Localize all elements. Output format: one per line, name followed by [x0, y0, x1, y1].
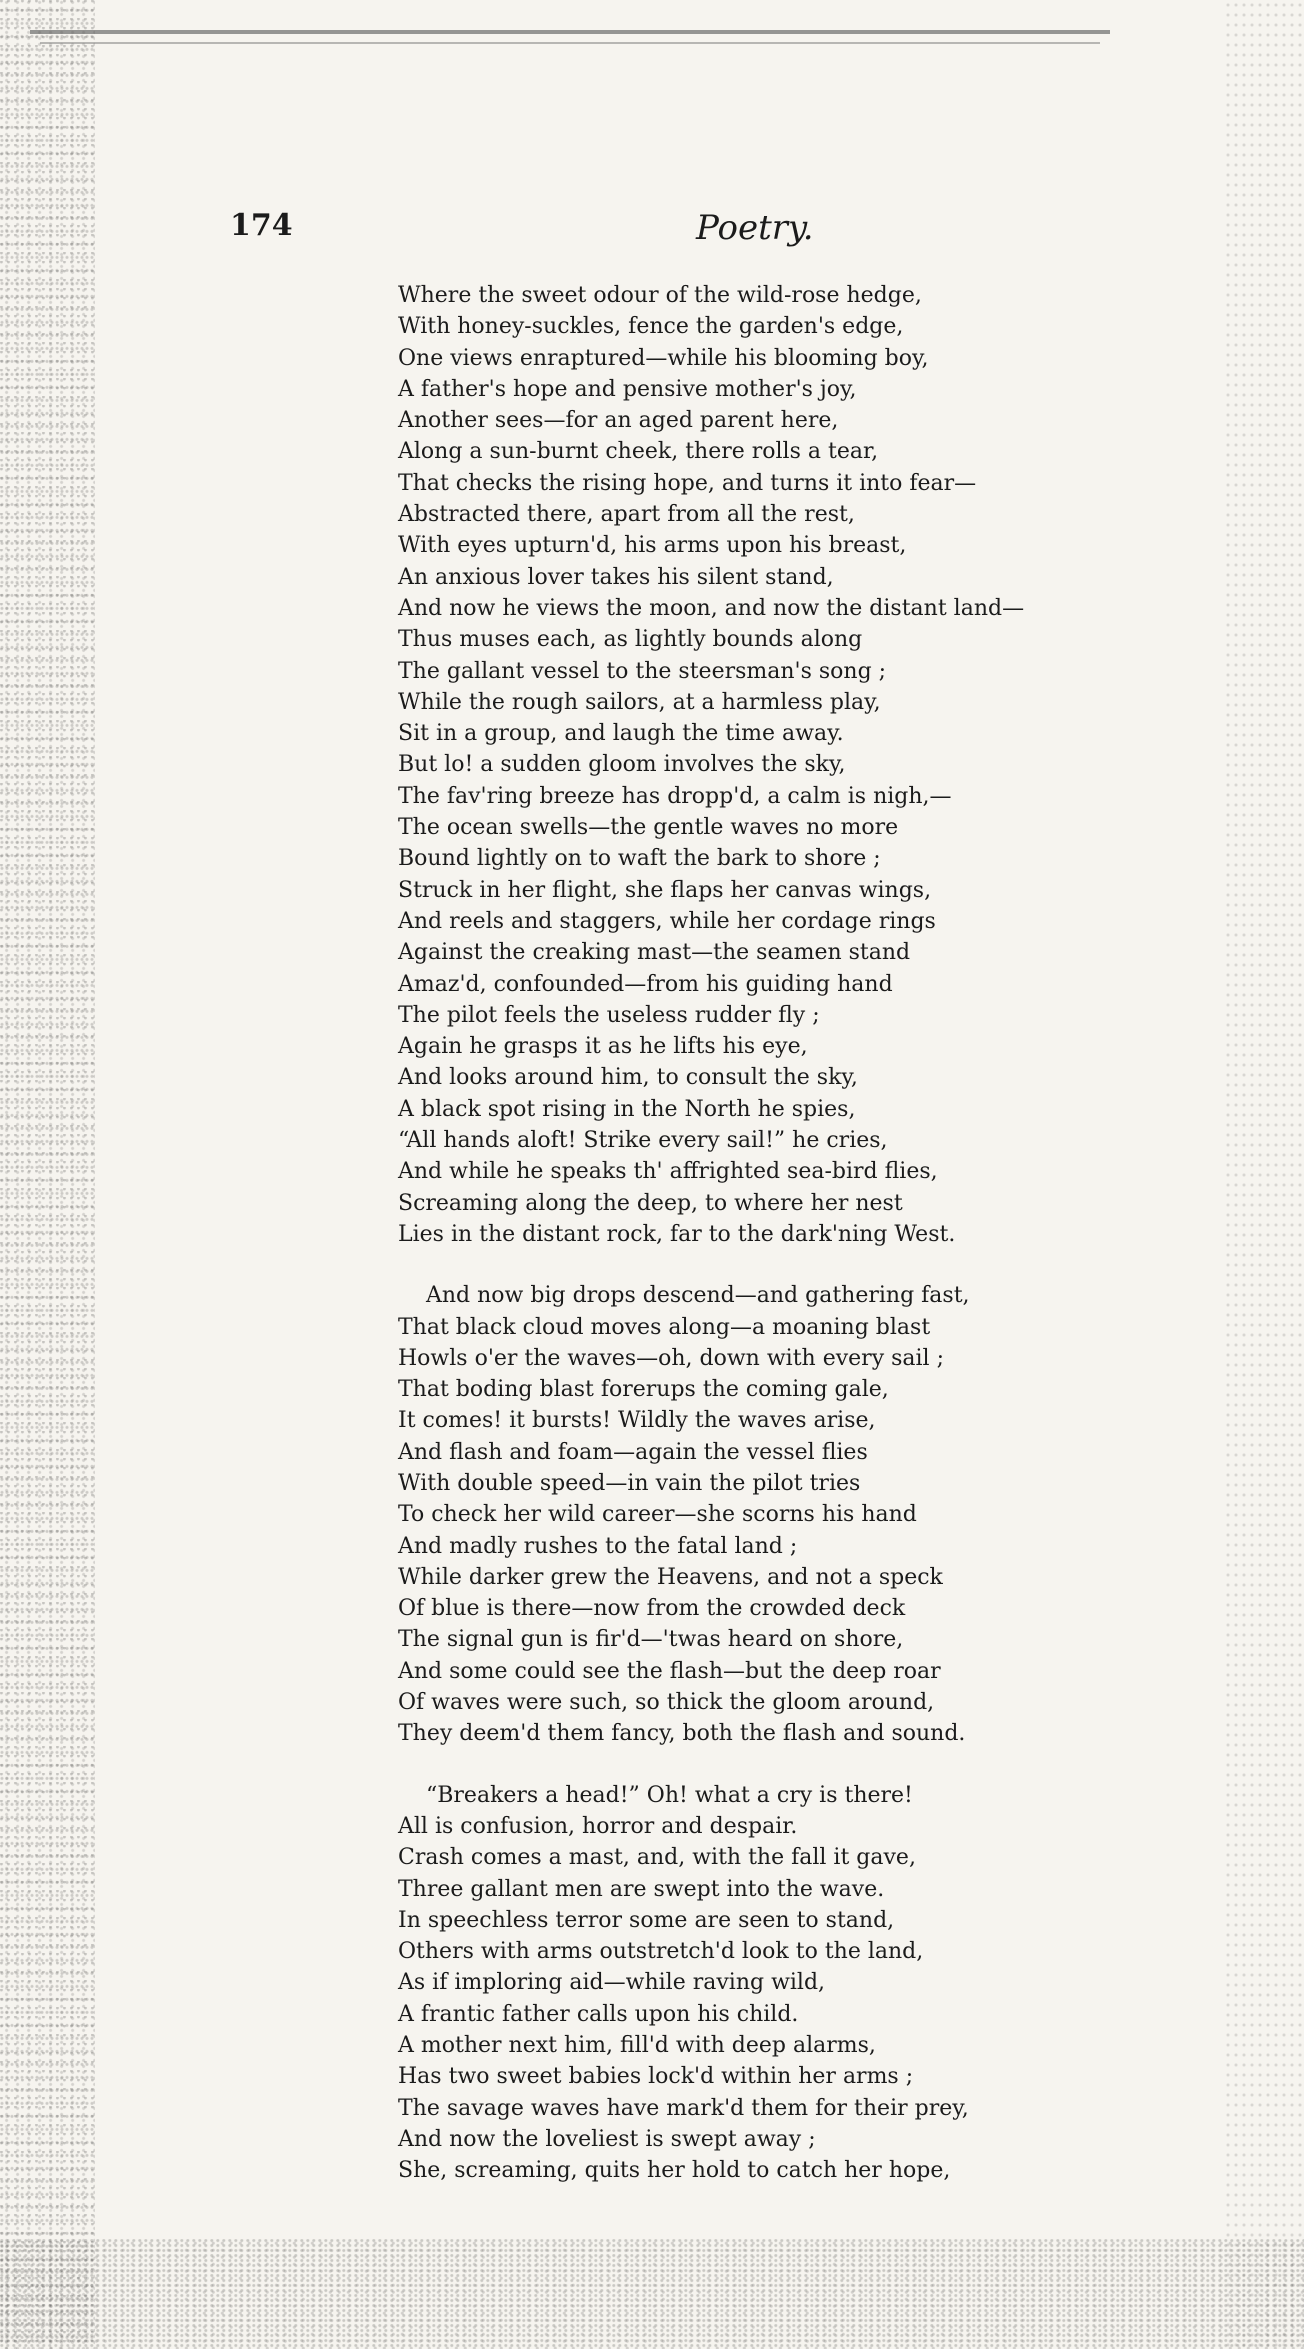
top-border-rule — [30, 30, 1110, 34]
poem-line: A black spot rising in the North he spies, — [398, 1096, 856, 1122]
poem-line: And while he speaks th' affrighted sea-bird flies, — [398, 1159, 938, 1185]
poem-line: One views enraptured—while his blooming boy, — [398, 345, 929, 371]
poem-line: Abstracted there, apart from all the rest, — [398, 502, 855, 528]
poem-line: And reels and staggers, while her cordage rings — [398, 908, 936, 934]
poem-body — [398, 280, 1118, 2187]
poem-line: With honey-suckles, fence the garden's edge, — [398, 314, 904, 340]
top-border-rule-inner — [40, 42, 1100, 44]
poem-line: Lies in the distant rock, far to the dark'ning West. — [398, 1221, 956, 1247]
poem-line: Thus muses each, as lightly bounds along — [398, 627, 863, 653]
poem-line: Screaming along the deep, to where her nest — [398, 1190, 903, 1216]
poem-line: Against the creaking mast—the seamen stand — [398, 940, 911, 966]
poem-line: Struck in her flight, she flaps her canvas wings, — [398, 877, 932, 903]
poem-line: And some could see the flash—but the deep roar — [398, 1658, 941, 1684]
poem-line: Bound lightly on to waft the bark to shore ; — [398, 846, 881, 872]
poem-line: Sit in a group, and laugh the time away. — [398, 721, 844, 747]
poem-line: An anxious lover takes his silent stand, — [398, 564, 834, 590]
poem-line: The signal gun is fir'd—'twas heard on shore, — [398, 1627, 904, 1653]
running-head — [230, 208, 950, 258]
poem-line: The fav'ring breeze has dropp'd, a calm is nigh,— — [398, 783, 952, 809]
page-edge-speckle-right — [1224, 0, 1304, 2349]
poem-line: Along a sun-burnt cheek, there rolls a tear, — [398, 439, 879, 465]
poem-line: As if imploring aid—while raving wild, — [398, 1970, 826, 1996]
poem-line: The ocean swells—the gentle waves no more — [398, 815, 899, 841]
poem-line: The gallant vessel to the steersman's song ; — [398, 658, 887, 684]
poem-line: In speechless terror some are seen to stand, — [398, 1907, 895, 1933]
poem-line: Howls o'er the waves—oh, down with every sail ; — [398, 1345, 944, 1371]
poem-line: And madly rushes to the fatal land ; — [398, 1533, 798, 1559]
page-number: 174 — [230, 208, 293, 243]
poem-line: Another sees—for an aged parent here, — [398, 408, 839, 434]
poem-line: Amaz'd, confounded—from his guiding hand — [398, 971, 893, 997]
poem-line: They deem'd them fancy, both the flash and sound. — [398, 1721, 966, 1747]
poem-line: And looks around him, to consult the sky, — [398, 1065, 858, 1091]
poem-line: With double speed—in vain the pilot tries — [398, 1470, 861, 1496]
poem-line: While darker grew the Heavens, and not a speck — [398, 1564, 943, 1590]
stanza-3 — [398, 1780, 1118, 2187]
poem-line: “All hands aloft! Strike every sail!” he cries, — [398, 1128, 888, 1154]
poem-line: A mother next him, fill'd with deep alarms, — [398, 2033, 876, 2059]
poem-line: It comes! it bursts! Wildly the waves arise, — [398, 1408, 876, 1434]
running-title: Poetry. — [696, 208, 814, 248]
poem-line: “Breakers a head!” Oh! what a cry is there! — [426, 1782, 913, 1808]
poem-line: With eyes upturn'd, his arms upon his breast, — [398, 533, 907, 559]
poem-line: Three gallant men are swept into the wave. — [398, 1876, 885, 1902]
poem-line: Has two sweet babies lock'd within her arms ; — [398, 2064, 914, 2090]
poem-line: But lo! a sudden gloom involves the sky, — [398, 752, 846, 778]
poem-line: Others with arms outstretch'd look to the land, — [398, 1939, 924, 1965]
poem-line: Again he grasps it as he lifts his eye, — [398, 1034, 808, 1060]
poem-line: All is confusion, horror and despair. — [398, 1813, 798, 1839]
poem-line: A father's hope and pensive mother's joy, — [398, 376, 857, 402]
poem-line: And flash and foam—again the vessel flies — [398, 1439, 868, 1465]
poem-line: Of waves were such, so thick the gloom around, — [398, 1690, 935, 1716]
poem-line: And now the loveliest is swept away ; — [398, 2126, 816, 2152]
poem-line: Crash comes a mast, and, with the fall it gave, — [398, 1845, 916, 1871]
poem-line: The savage waves have mark'd them for their prey, — [398, 2095, 969, 2121]
poem-line: While the rough sailors, at a harmless play, — [398, 689, 881, 715]
poem-line: Of blue is there—now from the crowded deck — [398, 1596, 906, 1622]
stanza-2 — [398, 1280, 1118, 1749]
poem-line: And now he views the moon, and now the distant land— — [398, 595, 1025, 621]
poem-line: She, screaming, quits her hold to catch her hope, — [398, 2158, 951, 2184]
page-edge-speckle-bottom — [0, 2239, 1304, 2349]
poem-line: A frantic father calls upon his child. — [398, 2001, 799, 2027]
poem-line: Where the sweet odour of the wild-rose hedge, — [398, 283, 922, 308]
poem-line: That boding blast forerups the coming gale, — [398, 1377, 889, 1403]
poem-line: That black cloud moves along—a moaning blast — [398, 1314, 931, 1340]
poem-line: To check her wild career—she scorns his hand — [398, 1502, 917, 1528]
poem-line: The pilot feels the useless rudder fly ; — [398, 1002, 820, 1028]
poem-line: That checks the rising hope, and turns it into fear— — [398, 470, 977, 496]
poem-line: And now big drops descend—and gathering fast, — [426, 1283, 970, 1309]
stanza-1 — [398, 280, 1118, 1250]
page-edge-speckle-left — [0, 0, 95, 2349]
